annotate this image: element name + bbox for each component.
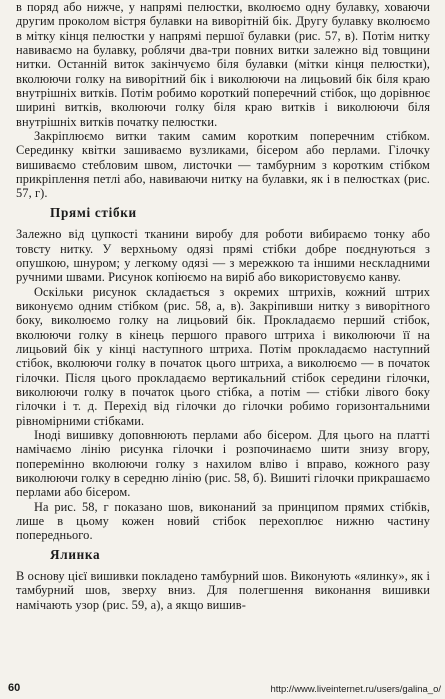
paragraph: На рис. 58, г показано шов, виконаний за принципом прямих стібків, лише в цьому кожен новий стібок перехоплює нижню частину попереднього.: [16, 499, 430, 543]
page-number: 60: [8, 682, 21, 694]
source-watermark: http://www.liveinternet.ru/users/galina_o/: [270, 684, 441, 695]
section-yalynka: [16, 569, 430, 612]
paragraph: Іноді вишивку доповнюють перлами або бісером. Для цього на платті намічаємо лінію рисунка гілочки і розпочинаємо шити знизу вгору, поперемінно вколюючи голку з нахилом вліво і вправо, кожного разу виколюючи голку в середню лінію (рис. 58, б). Вишиті гілочки прикрашаємо перлами або бісером.: [16, 427, 430, 500]
section-intro: [16, 0, 430, 201]
paragraph: Закріплюємо витки таким самим коротким поперечним стібком. Серединку квітки зашиваємо вузликами, бісером або перлами. Гілочку вишиваємо стебловим швом, листочки — тамбурним з коротким стібком прикріплення петлі або, навиваючи нитку на булавки, як і в пелюстках (рис. 57, г).: [16, 129, 430, 201]
paragraph: Оскільки рисунок складається з окремих штрихів, кожний штрих виконуємо одним стібком (рис. 58, а, в). Закріпивши нитку з виворітного боку, виколюємо голку на лицьовий бік. Прокладаємо перший стібок, вколюючи голку в кінець першого правого штриха і виколюючи її на лицьовий бік у кінці наступного штриха. Потім прокладаємо наступний стібок, вколюючи голку в початок цього штриха, а виколюємо — в початок гілочки. Після цього прокладаємо вертикальний стібок середини гілочки, виколюючи голку в початок цього стібка, а потім — стібки лівого боку гілочки і т. д. Перехід від гілочки до гілочки робимо горизонтальними рівномірними стібками.: [16, 284, 430, 428]
body-text: [16, 0, 430, 612]
section-heading-yalynka: Ялинка: [50, 546, 101, 562]
paragraph: в поряд або нижче, у напрямі пелюстки, вколюємо одну булавку, ховаючи другим проколом вістря булавки на виворітній бік. Другу булавку вколюємо в мітку кінця пелюстки у напрямі першої булавки (рис. 57, в). Потім нитку навиваємо на булавку, роблячи два-три повних витки залежно від товщини нитки. Останній виток закінчуємо біля булавки (мітки кінця пелюстки), вколюючи голку на виворітний бік і виколюючи на лицьовий бік біля краю внутрішніх витків. Потім робимо короткий поперечний стібок, що дорівнює ширині витків, вколюючи голку біля краю витків і виколюючи біля внутрішніх витків початку пелюстки.: [16, 0, 430, 129]
paragraph: В основу цієї вишивки покладено тамбурний шов. Виконують «ялинку», як і тамбурний шов, зверху вниз. Для полегшення виконання вишивки намічають узор (рис. 59, а), а якщо вишив-: [16, 569, 430, 612]
paragraph: Залежно від цупкості тканини виробу для роботи вибираємо тонку або товсту нитку. У верхньому одязі прямі стібки добре поєднуються з опушкою, шнуром; у легкому одязі — з мережкою та іншими нескладними ручними швами. Рисунок копіюємо на виріб або використовуємо канву.: [16, 227, 430, 285]
section-straight-stitches: [16, 227, 430, 543]
section-heading-straight-stitches: Прямі стібки: [50, 204, 137, 220]
